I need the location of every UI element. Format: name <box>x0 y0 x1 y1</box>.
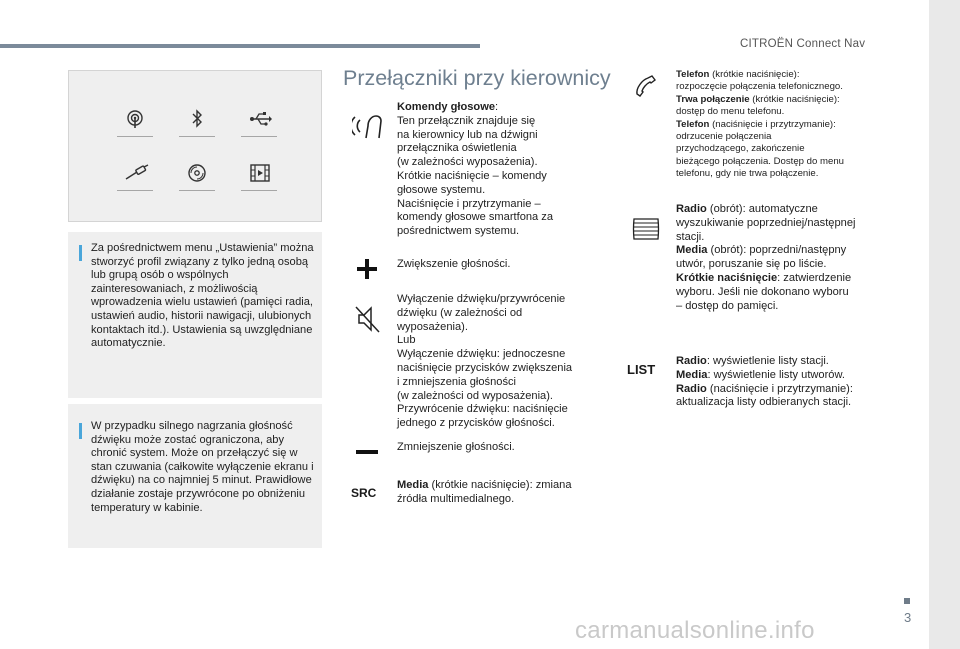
info-icon <box>79 423 82 439</box>
mute-description: Wyłączenie dźwięku/przywrócenie dźwięku (w zależności od wyposażenia). Lub Wyłączenie dźwięku: jednoczesne naciśnięcie przycisków zwiększenia i zmniejszenia głośności (w zależności od wyposażenia). Przywrócenie dźwięku: naciśnięcie jednego z przycisków głośności. <box>397 293 573 430</box>
video-icon <box>249 163 271 183</box>
info-text-overheat: W przypadku silnego nagrzania głośność dźwięku może zostać ograniczona, aby chronić system. Może on przełączyć się w stan czuwania (całkowite wyłączenie ekranu i dźwięku) na co najmniej 5 minut. Prawidłowe działanie zostaje przywrócone po obniżeniu temperatury w kabinie. <box>91 420 314 514</box>
info-box-overheat <box>68 404 322 548</box>
voice-command-icon <box>352 110 386 142</box>
volume-up-description: Zwiększenie głośności. <box>397 258 511 270</box>
phone-icon <box>634 74 660 98</box>
usb-icon <box>249 109 273 129</box>
voice-command-title: Komendy głosowe <box>397 101 496 113</box>
phone-description: Telefon (krótkie naciśnięcie): rozpoczęcie połączenia telefonicznego. Trwa połączenie (krótkie naciśnięcie): dostęp do menu telefonu. Telefon (naciśnięcie i przytrzymanie): odrzucenie połączenia przychodzącego, zakończenie bieżącego połączenia. Dostęp do menu telefonu, gdy nie trwa połączenie. <box>676 69 845 180</box>
aux-cell <box>117 161 153 191</box>
usb-cell <box>241 107 277 137</box>
mute-icon <box>354 304 382 334</box>
thumbwheel-description: Radio (obrót): automatyczne wyszukiwanie poprzedniej/następnej stacji. Media (obrót): poprzedni/następny utwór, poruszanie się po liście. Krótkie naciśnięcie: zatwierdzenie wyboru. Jeśli nie dokonano wyboru – dostęp do pamięci. <box>676 203 856 312</box>
cd-cell <box>179 161 215 191</box>
info-box-profiles <box>68 232 322 398</box>
src-button-label: SRC <box>351 486 377 500</box>
bluetooth-icon <box>187 109 207 129</box>
section-heading: Przełączniki przy kierownicy <box>343 66 611 90</box>
bluetooth-cell <box>179 107 215 137</box>
video-cell <box>241 161 277 191</box>
volume-down-description: Zmniejszenie głośności. <box>397 441 515 453</box>
podcast-icon <box>125 109 145 129</box>
header-rule <box>0 44 480 48</box>
page-number: 3 <box>904 610 912 625</box>
voice-command-description: Komendy głosowe: Ten przełącznik znajduje się na kierownicy lub na dźwigni przełącznika oświetlenia (w zależności wyposażenia). Krótkie naciśnięcie – komendy głosowe systemu. Naciśnięcie i przytrzymanie – komendy głosowe smartfona za pośrednictwem systemu. <box>397 101 554 238</box>
podcast-cell <box>117 107 153 137</box>
src-description: Media (krótkie naciśnięcie): zmiana źródła multimedialnego. <box>397 479 572 505</box>
watermark: carmanualsonline.info <box>575 617 815 644</box>
thumbwheel-icon <box>632 218 660 240</box>
list-button-label: LIST <box>627 362 656 377</box>
brand-label: CITROËN Connect Nav <box>740 38 866 50</box>
side-strip <box>929 0 960 649</box>
media-source-icon-panel <box>68 70 322 222</box>
aux-cable-icon <box>125 163 149 183</box>
list-description: Radio: wyświetlenie listy stacji. Media: wyświetlenie listy utworów. Radio (naciśnięcie i przytrzymanie): aktualizacja listy odbieranych stacji. <box>676 355 853 409</box>
info-text-profiles: Za pośrednictwem menu „Ustawienia” można stworzyć profil związany z tylko jedną osobą lub grupą osób o wspólnych zainteresowaniach, z możliwością wprowadzenia wielu ustawień (pamięci radia, ustawień audio, historii nawigacji, ulubionych kontaktach itd.). Ustawienia są uwzględniane automatycznie. <box>91 242 314 350</box>
volume-up-icon <box>356 258 378 280</box>
page-marker <box>904 598 910 604</box>
cd-icon <box>187 163 207 183</box>
volume-down-icon <box>355 448 379 456</box>
info-icon <box>79 245 82 261</box>
